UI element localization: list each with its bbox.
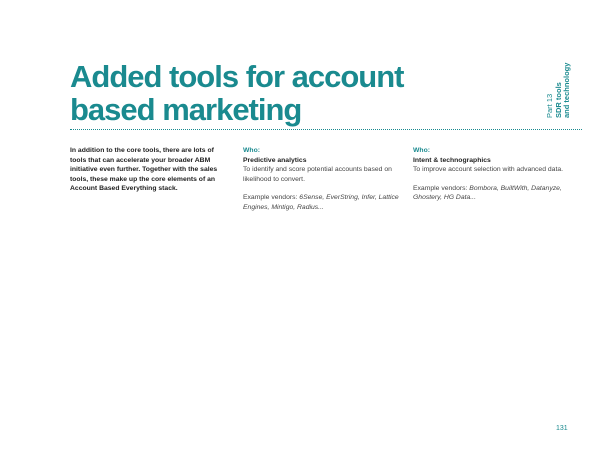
- example-vendors: [413, 184, 573, 203]
- tool-description: To improve account selection with advanced data.: [413, 166, 563, 173]
- vendors-list: 6Sense, EverString, Infer, Lattice Engines, Mintigo, Radius...: [243, 194, 399, 211]
- tool-heading: Predictive analytics: [243, 156, 307, 164]
- vendors-prefix: Example vendors:: [243, 194, 300, 201]
- tool-column-intent: [413, 146, 573, 203]
- part-label: Part 13: [545, 93, 554, 118]
- page-number: 131: [556, 425, 568, 432]
- who-label: Who:: [413, 147, 430, 154]
- vendors-prefix: Example vendors:: [413, 184, 470, 192]
- section-label-line-2: and technology: [562, 62, 571, 118]
- title-line-1: Added tools for account: [70, 59, 404, 94]
- tool-heading: Intent & technographics: [413, 156, 491, 164]
- section-label-line-1: SDR tools: [553, 82, 563, 118]
- title-line-2: based marketing: [70, 92, 302, 127]
- tool-column-predictive: [243, 146, 403, 212]
- section-side-label: [546, 56, 578, 118]
- intro-paragraph: In addition to the core tools, there are lots of tools that can accelerate your broader ABM initiative even further. Together with the sales tools, these make up the core elements of an Account Based Everything stack.: [70, 147, 218, 192]
- tool-description: To identify and score potential accounts based on likelihood to convert.: [243, 166, 392, 183]
- example-vendors: [243, 193, 403, 212]
- dotted-divider: [70, 129, 582, 130]
- vendors-list: Bombora, BuiltWith, Datanyze, Ghostery, HG Data...: [413, 184, 562, 201]
- page-title: [70, 60, 490, 126]
- who-label: Who:: [243, 147, 260, 154]
